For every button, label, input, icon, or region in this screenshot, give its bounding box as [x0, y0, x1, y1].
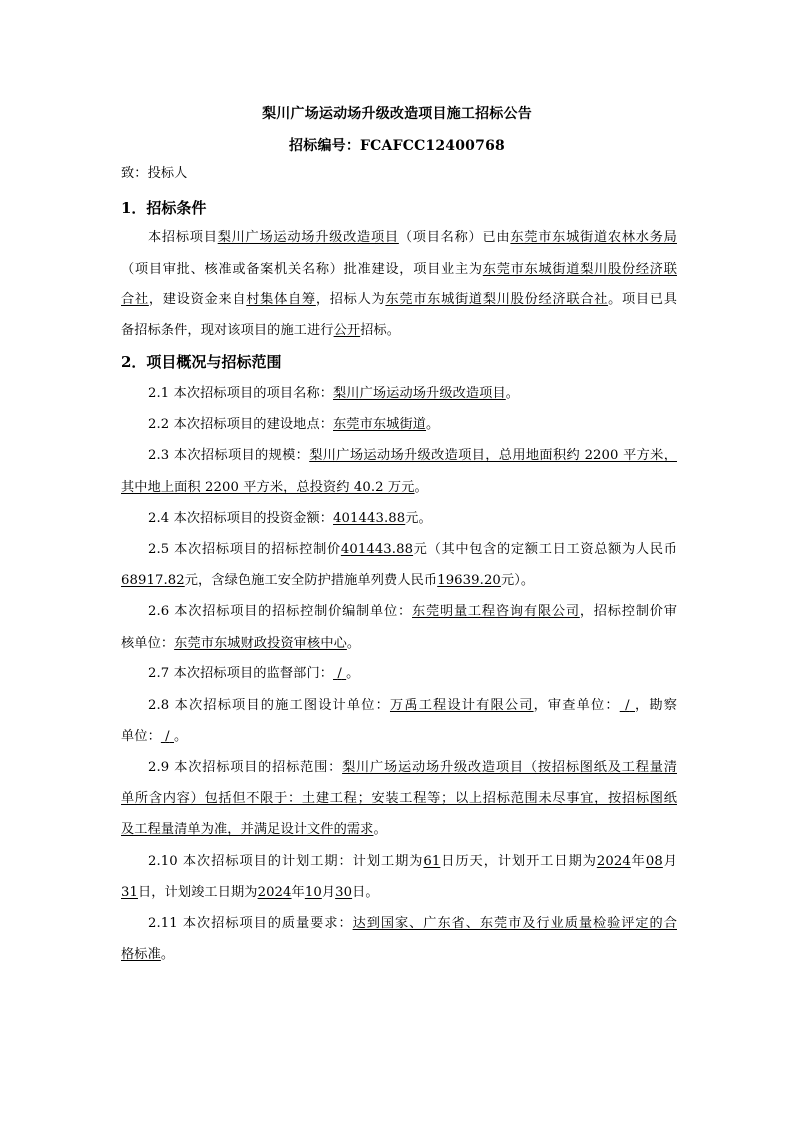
- item-2-6-line-1: 2.6 本次招标项目的招标控制价编制单位：东莞明量工程咨询有限公司，招标控制价审: [148, 604, 678, 619]
- item-2-7: 2.7 本次招标项目的监督部门： / 。: [148, 666, 360, 681]
- item-2-8-line-1: 2.8 本次招标项目的施工图设计单位：万禹工程设计有限公司，审查单位： / ，勘察: [148, 698, 678, 713]
- item-2-6-line-2: 核单位：东莞市东城财政投资审核中心。: [121, 636, 361, 651]
- section-2-heading: 2．项目概况与招标范围: [121, 353, 282, 371]
- item-2-11-line-2: 格标准。: [121, 947, 175, 962]
- item-2-5-line-1: 2.5 本次招标项目的招标控制价401443.88元（其中包含的定额工日工资总额为人民币: [148, 542, 677, 557]
- item-2-3-line-1: 2.3 本次招标项目的规模：梨川广场运动场升级改造项目，总用地面积约 2200 平方米，: [148, 448, 677, 463]
- section-1-line-2: （项目审批、核准或备案机关名称）批准建设，项目业主为东莞市东城街道梨川股份经济联: [121, 262, 677, 277]
- bid-number-label: 招标编号：: [289, 138, 361, 154]
- project-owner: 东莞市东城街道梨川股份经济联: [482, 262, 677, 277]
- item-2-8-line-2: 单位： / 。: [121, 729, 188, 744]
- section-1-line-1: 本招标项目梨川广场运动场升级改造项目（项目名称）已由东莞市东城街道农林水务局: [148, 230, 677, 245]
- tender-method: 公开: [333, 323, 361, 338]
- project-name: 梨川广场运动场升级改造项目: [217, 230, 399, 245]
- item-2-9-line-2: 单所含内容）包括但不限于：土建工程；安装工程等；以上招标范围未尽事宜，按招标图纸: [121, 791, 677, 806]
- item-2-9-line-3: 及工程量清单为准，并满足设计文件的需求。: [121, 822, 387, 837]
- approval-authority: 东莞市东城街道农林水务局: [510, 230, 677, 245]
- item-2-4: 2.4 本次招标项目的投资金额：401443.88元。: [148, 511, 432, 526]
- section-1-line-3: 合社，建设资金来自村集体自筹，招标人为东莞市东城街道梨川股份经济联合社。项目已具: [121, 292, 678, 307]
- salutation: 致：投标人: [121, 166, 188, 181]
- funding-source: 村集体自筹: [246, 292, 316, 307]
- item-2-10-line-2: 31日，计划竣工日期为2024年10月30日。: [121, 885, 379, 900]
- item-2-10-line-1: 2.10 本次招标项目的计划工期：计划工期为61日历天，计划开工日期为2024年08月: [148, 854, 677, 869]
- bid-number: [0, 135, 794, 155]
- item-2-1: 2.1 本次招标项目的项目名称：梨川广场运动场升级改造项目。: [148, 386, 520, 401]
- section-1-line-4: 备招标条件，现对该项目的施工进行公开招标。: [121, 323, 401, 338]
- item-2-11-line-1: 2.11 本次招标项目的质量要求：达到国家、广东省、东莞市及行业质量检验评定的合: [148, 916, 677, 931]
- tenderer: 东莞市东城街道梨川股份经济联合社: [385, 292, 609, 307]
- bid-number-value: FCAFCC12400768: [360, 138, 505, 154]
- item-2-5-line-2: 68917.82元，含绿色施工安全防护措施单列费人民币19639.20元）。: [121, 573, 535, 588]
- document-title: 梨川广场运动场升级改造项目施工招标公告: [262, 106, 532, 122]
- item-2-2: 2.2 本次招标项目的建设地点：东莞市东城街道。: [148, 417, 440, 432]
- item-2-3-line-2: 其中地上面积 2200 平方米，总投资约 40.2 万元。: [121, 480, 428, 495]
- item-2-9-line-1: 2.9 本次招标项目的招标范围：梨川广场运动场升级改造项目（按招标图纸及工程量清: [148, 760, 677, 775]
- section-1-heading: 1．招标条件: [121, 199, 207, 217]
